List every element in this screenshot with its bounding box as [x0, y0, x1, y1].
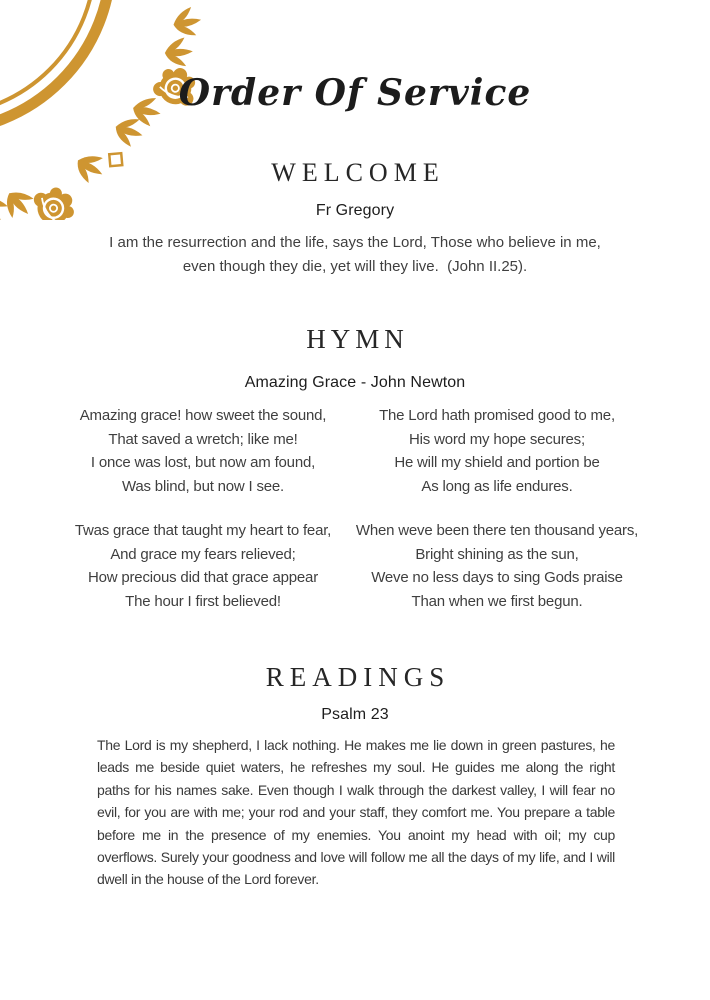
welcome-heading: WELCOME	[271, 158, 445, 187]
hymn-verse-line: Amazing grace! how sweet the sound,	[79, 407, 327, 424]
welcome-quote-line: even though they die, yet will they live. (John II.25).	[182, 258, 528, 275]
hymn-verse-line: Was blind, but now I see.	[121, 477, 285, 495]
hymn-heading: HYMN	[306, 324, 409, 354]
hymn-column-left	[56, 404, 350, 634]
hymn-verse-line: The Lord hath promised good to me,	[379, 407, 615, 424]
welcome-quote-line: I am the resurrection and the life, says the Lord, Those who believe in me,	[109, 234, 601, 251]
hymn-verse	[56, 404, 350, 498]
hymn-verse-line: The hour I first believed!	[125, 592, 281, 610]
welcome-quote	[0, 231, 710, 279]
hymn-verse-line: As long as life endures.	[421, 477, 573, 495]
psalm-text: The Lord is my shepherd, I lack nothing. He makes me lie down in green pastures, he leads me beside quiet waters, he refreshes my soul. He guides me along the right paths for his names sake. Even though I walk through the darkest valley, I will fear no evil, for you are with me; your rod and your staff, they comfort me. You prepare a table before me in the presence of my enemies. You anoint my head with oil; my cup overflows. Surely your goodness and love will follow me all the days of my life, and I will dwell in the house of the Lord forever.	[97, 737, 615, 888]
hymn-verse-line: He will my shield and portion be	[394, 454, 600, 471]
hymn-verse-line: Twas grace that taught my heart to fear,	[74, 522, 332, 539]
hymn-verse	[350, 404, 644, 498]
hymn-verse-line: And grace my fears relieved;	[110, 545, 296, 563]
readings-subtitle: Psalm 23	[321, 706, 389, 723]
hymn-verse	[350, 519, 644, 613]
hymn-verse	[56, 519, 350, 613]
hymn-column-right	[350, 404, 644, 634]
hymn-verse-line: When weve been there ten thousand years,	[355, 522, 639, 539]
hymn-verse-columns	[56, 404, 644, 634]
hymn-verse-line: How precious did that grace appear	[87, 569, 318, 586]
hymn-verse-line: That saved a wretch; like me!	[108, 430, 298, 448]
hymn-verse-line: I once was lost, but now am found,	[90, 454, 316, 471]
hymn-verse-line: Weve no less days to sing Gods praise	[371, 569, 623, 586]
page-title: Order Of Service	[178, 72, 532, 114]
readings-heading: READINGS	[265, 662, 451, 692]
hymn-subtitle: Amazing Grace - John Newton	[244, 374, 466, 391]
officiant-name: Fr Gregory	[315, 202, 395, 219]
hymn-verse-line: His word my hope secures;	[409, 430, 585, 448]
hymn-verse-line: Bright shining as the sun,	[415, 545, 579, 563]
hymn-verse-line: Than when we first begun.	[411, 592, 583, 610]
